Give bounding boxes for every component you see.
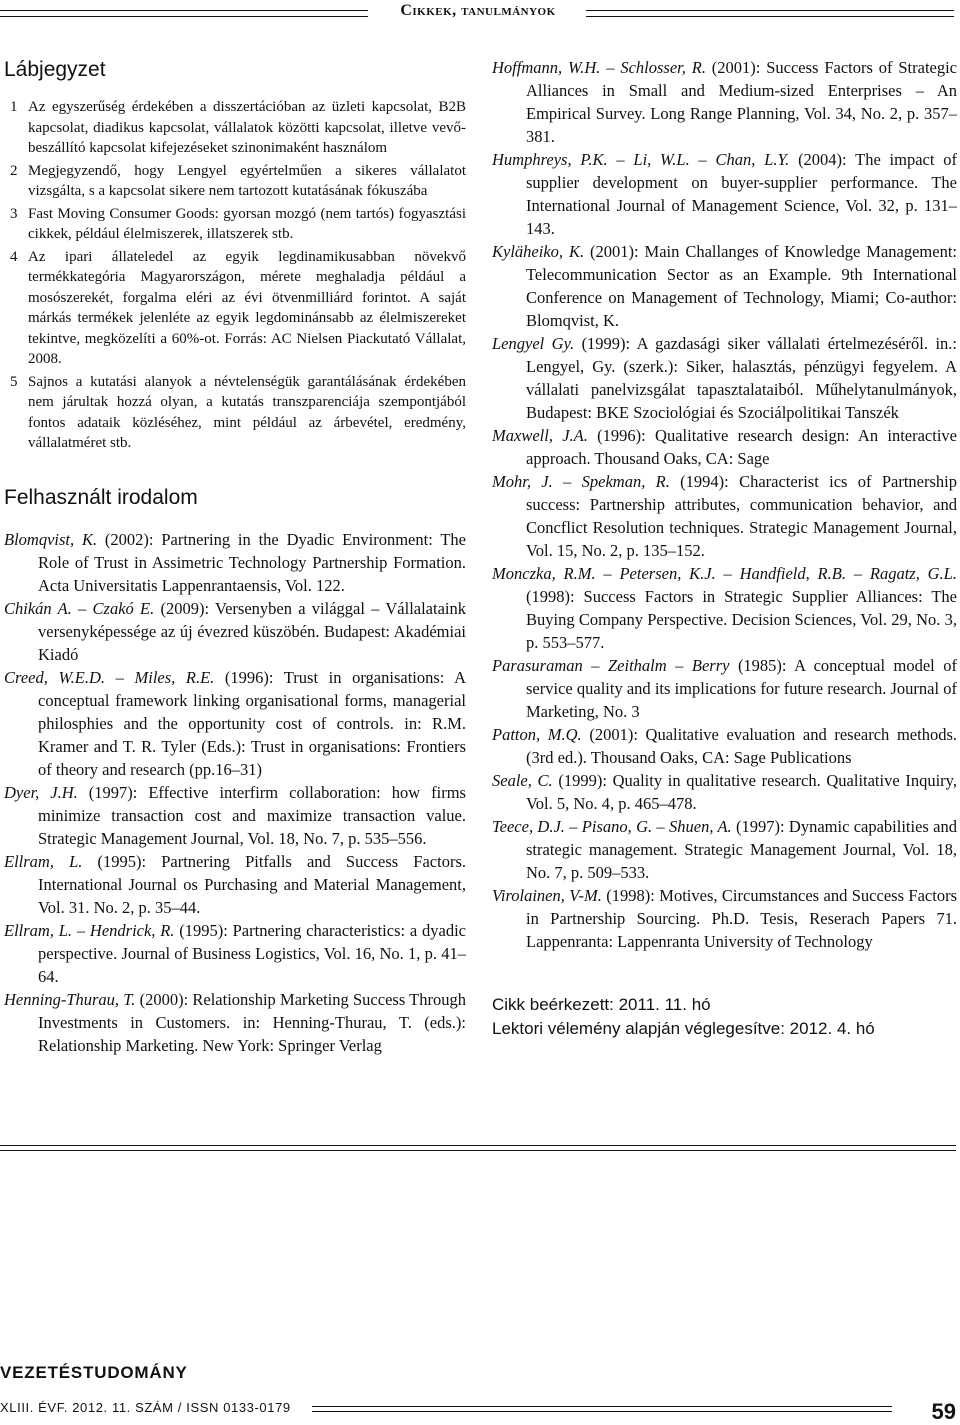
- reference-entry: [492, 769, 957, 815]
- reference-details: (1994): Characterist ics of Partnership success: Partnership attributes, communication behavior, and Concflict Resolution techniques. Strategic Management Journal, Vol. 15, No. 2, p. 135–152.: [526, 472, 957, 560]
- reference-entry: [492, 240, 957, 332]
- footnote-item: [4, 247, 466, 370]
- reference-authors: Lengyel Gy.: [492, 334, 575, 353]
- reference-authors: Henning-Thurau, T.: [4, 989, 136, 1009]
- reference-entry: [492, 723, 957, 769]
- reference-entry: [4, 781, 466, 850]
- footnote-number: 1: [10, 99, 18, 115]
- reference-details: (1996): Qualitative research design: An interactive approach. Thousand Oaks, CA: Sage: [526, 426, 957, 468]
- reference-authors: Dyer, J.H.: [4, 782, 78, 802]
- footnotes-heading: Lábjegyzet: [4, 58, 106, 81]
- reference-details: (2009): Versenyben a világgal – Vállalataink versenyképessége az új évezred küszöbén. Budapest: Akadémiai Kiadó: [38, 598, 466, 664]
- reference-authors: Chikán A. – Czakó E.: [4, 598, 155, 618]
- footnote-text: Sajnos a kutatási alanyok a névtelenségük garantálásának érdekében nem járultak hozzá olyan, a kutatás transzparenciája szempontjából fontos adataik közléséhez, mint például az árbevétel, eredmény, vállalatméret stb.: [28, 373, 466, 451]
- footnote-text: Az egyszerűség érdekében a disszertációban az üzleti kapcsolat, B2B kapcsolat, diadikus kapcsolat, vállalatok közötti kapcsolat, illetve vevő-beszállító kapcsolat kifejezéseket szinonimaként használom: [28, 99, 466, 156]
- reference-authors: Virolainen, V-M.: [492, 886, 602, 905]
- footnote-number: 5: [10, 373, 18, 390]
- footnote-number: 3: [10, 205, 18, 222]
- reference-entry: [492, 148, 957, 240]
- footnote-text: Fast Moving Consumer Goods: gyorsan mozgó (nem tartós) fogyasztási cikkek, például élelmiszerek, illatszerek stb.: [28, 205, 466, 242]
- reference-entry: [492, 815, 957, 884]
- reference-entry: [4, 528, 466, 597]
- reference-details: (2004): The impact of supplier development on buyer-supplier performance. The International Journal of Management Science, Vol. 32, p. 131–143.: [526, 150, 957, 238]
- reference-entry: [4, 919, 466, 988]
- footnote-item: [4, 97, 466, 159]
- footnote-text: Az ipari állateledel az egyik legdinamikusabban növekvő termékkategória Magyarországon, mérete meghaladja például a mosószerekét, forgalma eléri az évi ötvenmilliárd forintot. A saját márkás termékek jelenléte az egyik legdominánsabb az élelmiszereket tekintve, megközelíti a 60%-ot. Forrás: AC Nielsen Piackutató Vállalat, 2008.: [28, 248, 466, 367]
- reference-details: (2001): Main Challanges of Knowledge Management: Telecommunication Sector as an Example. 9th International Conference on Management of Technology, Miami; Co-author: Blomqvist, K.: [526, 242, 957, 330]
- reference-details: (1999): Quality in qualitative research. Qualitative Inquiry, Vol. 5, No. 4, p. 465–478.: [526, 771, 957, 813]
- reference-entry: [4, 850, 466, 919]
- reference-entry: [492, 56, 957, 148]
- header-rule-left: [0, 10, 368, 17]
- reference-details: (2001): Qualitative evaluation and research methods. (3rd ed.). Thousand Oaks, CA: Sage Publications: [526, 725, 957, 767]
- reference-entry: [4, 597, 466, 666]
- reference-details: (2001): Success Factors of Strategic Alliances in Small and Medium-sized Enterprises – An Empirical Survey. Long Range Planning, Vol. 34, No. 2, p. 357–381.: [526, 58, 958, 146]
- references-right: [492, 56, 957, 953]
- footnote-list: [4, 97, 466, 454]
- received-notice: [492, 993, 957, 1041]
- footnote-item: [4, 161, 466, 202]
- page-number: 59: [931, 1399, 956, 1424]
- footnote-text: Megjegyzendő, hogy Lengyel egyértelműen a sikeres vállalatot vizsgálta, s a kapcsolat sikere nem tartozott kutatásának fókuszába: [28, 162, 466, 199]
- footnote-item: [4, 372, 466, 454]
- finalized-date: Lektori vélemény alapján véglegesítve: 2012. 4. hó: [492, 1019, 875, 1038]
- reference-entry: [4, 666, 466, 781]
- reference-details: (2002): Partnering in the Dyadic Environment: The Role of Trust in Assimetric Technology Partnership Formation. Acta Universitatis Lappenrantaensis, Vol. 122.: [38, 529, 466, 595]
- reference-details: (1997): Dynamic capabilities and strategic management. Strategic Management Journal, Vol. 18, No. 7, p. 509–533.: [526, 817, 957, 882]
- footer-rule: [312, 1406, 892, 1412]
- reference-entry: [492, 884, 957, 953]
- content-bottom-rule: [0, 1145, 956, 1151]
- reference-entry: [492, 470, 957, 562]
- header-rule-right: [586, 10, 954, 17]
- received-date: Cikk beérkezett: 2011. 11. hó: [492, 995, 711, 1014]
- reference-entry: [4, 988, 466, 1057]
- reference-details: (1998): Success Factors in Strategic Supplier Alliances: The Buying Company Perspective. Decision Sciences, Vol. 29, No. 3, p. 553–577.: [526, 587, 957, 652]
- reference-entry: [492, 424, 957, 470]
- reference-details: (1995): Partnering Pitfalls and Success Factors. International Journal os Purchasing and Material Management, Vol. 31. No. 2, p. 35–44.: [38, 851, 466, 917]
- references-heading: Felhasznált irodalom: [4, 485, 198, 509]
- reference-details: (1999): A gazdasági siker vállalati értelmezéséről. in.: Lengyel, Gy. (szerk.): Siker, halasztás, pénzügyi fegyelem. A vállalati panelvizsgálat tapasztalataiból. Műhelytanulmányok, Budapest: BKE Szociológiai és Szociálpolitikai Tanszék: [526, 334, 957, 422]
- footnote-number: 4: [10, 248, 18, 265]
- reference-entry: [492, 332, 957, 424]
- reference-details: (1996): Trust in organisations: A conceptual framework linking organisational forms, managerial philosphies and the opportunity cost of controls. in: R.M. Kramer and T. R. Tyler (Eds.): Trust in organisations: Frontiers of theory and research (pp.16–31): [38, 667, 466, 779]
- reference-authors: Creed, W.E.D. – Miles, R.E.: [4, 667, 215, 687]
- reference-authors: Mohr, J. – Spekman, R.: [492, 472, 670, 491]
- reference-authors: Maxwell, J.A.: [492, 426, 588, 445]
- footnote-number: 2: [10, 162, 18, 179]
- reference-details: (1997): Effective interfirm collaboration: how firms minimize transaction cost and maximize transaction value. Strategic Management Journal, Vol. 18, No. 7, p. 535–556.: [38, 782, 466, 848]
- references-left: [4, 528, 466, 1057]
- reference-details: (1985): A conceptual model of service quality and its implications for future research. Journal of Marketing, No. 3: [526, 656, 958, 721]
- left-column: [4, 56, 466, 1057]
- reference-authors: Ellram, L. – Hendrick, R.: [4, 920, 175, 940]
- reference-entry: [492, 654, 957, 723]
- reference-authors: Kyläheiko, K.: [492, 242, 585, 261]
- reference-authors: Hoffmann, W.H. – Schlosser, R.: [492, 58, 706, 77]
- reference-entry: [492, 562, 957, 654]
- section-title: Cikkek, tanulmányok: [400, 2, 556, 19]
- right-column: [492, 56, 957, 1041]
- journal-name: VEZETÉSTUDOMÁNY: [0, 1363, 188, 1382]
- reference-authors: Humphreys, P.K. – Li, W.L. – Chan, L.Y.: [492, 150, 790, 169]
- reference-authors: Parasuraman – Zeithalm – Berry: [492, 656, 730, 675]
- reference-authors: Seale, C.: [492, 771, 553, 790]
- reference-details: (2000): Relationship Marketing Success Through Investments in Customers. in: Henning-Thurau, T. (eds.): Relationship Marketing. New York: Springer Verlag: [38, 989, 466, 1055]
- reference-details: (1995): Partnering characteristics: a dyadic perspective. Journal of Business Logistics, Vol. 16, No. 1, p. 41–64.: [38, 920, 466, 986]
- footnote-item: [4, 204, 466, 245]
- reference-authors: Blomqvist, K.: [4, 529, 98, 549]
- reference-authors: Patton, M.Q.: [492, 725, 582, 744]
- issue-info: XLIII. ÉVF. 2012. 11. SZÁM / ISSN 0133-0179: [0, 1400, 291, 1415]
- reference-authors: Teece, D.J. – Pisano, G. – Shuen, A.: [492, 817, 732, 836]
- reference-authors: Ellram, L.: [4, 851, 83, 871]
- reference-details: (1998): Motives, Circumstances and Success Factors in Partnership Sourcing. Ph.D. Tesis, Reserach Papers 71. Lappenranta: Lappenranta University of Technology: [526, 886, 957, 951]
- reference-authors: Monczka, R.M. – Petersen, K.J. – Handfield, R.B. – Ragatz, G.L.: [492, 564, 957, 583]
